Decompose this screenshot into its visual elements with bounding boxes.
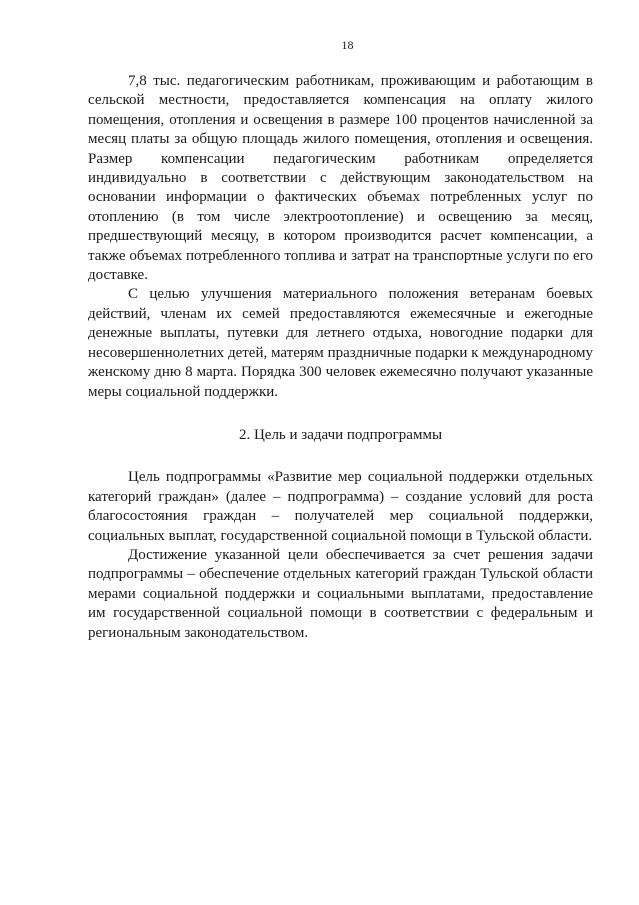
paragraph: С целью улучшения материального положения ветеранам боевых действий, членам их семей предоставляются ежемесячные и ежегодные денежные выплаты, путевки для летнего отдыха, новогодние подарки для несовершеннолетних детей, матерям праздничные подарки к международному женскому дню 8 марта. Порядка 300 человек ежемесячно получают указанные меры социальной поддержки. xyxy=(88,286,593,400)
section-title: 2. Цель и задачи подпрограммы xyxy=(238,426,443,443)
paragraph: Достижение указанной цели обеспечивается за счет решения задачи подпрограммы – обеспечение отдельных категорий граждан Тульской области мерами социальной поддержки и социальными выплатами, предоставление им государственной социальной помощи в соответствии с федеральным и региональным законодательством. xyxy=(88,546,593,641)
paragraph: 7,8 тыс. педагогическим работникам, проживающим и работающим в сельской местности, предоставляется компенсация на оплату жилого помещения, отопления и освещения в размере 100 процентов начисленной за месяц платы за общую площадь жилого помещения, отопления и освещения. Размер компенсации педагогическим работникам определяется индивидуально в соответствии с действующим законодательством на основании информации о фактических объемах потребленных услуг по отоплению (в том числе электроотопление) и освещению за месяц, предшествующий месяцу, в котором производится расчет компенсации, а также объемах потребленного топлива и затрат на транспортные услуги по его доставке. xyxy=(88,73,593,284)
paragraph: Цель подпрограммы «Развитие мер социальной поддержки отдельных категорий граждан» (далее – подпрограмма) – создание условий для роста благосостояния граждан – получателей мер социальной поддержки, социальных выплат, государственной социальной помощи в Тульской области. xyxy=(88,469,593,544)
document-body xyxy=(88,72,593,643)
page-number: 18 xyxy=(341,38,354,52)
